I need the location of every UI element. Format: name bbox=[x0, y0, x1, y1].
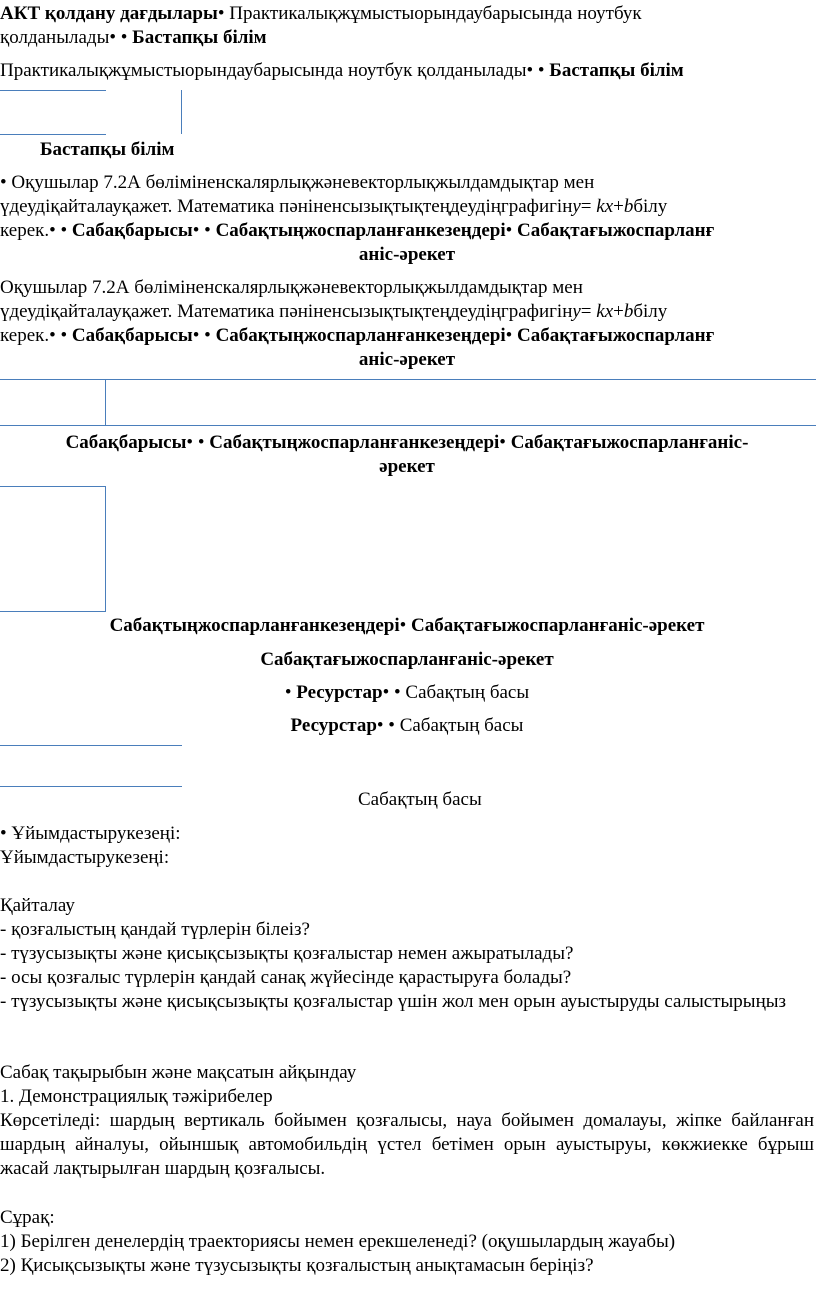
bullet: • bbox=[204, 220, 211, 241]
bullet: • bbox=[388, 715, 395, 736]
planned-activity-label-end: әрекет bbox=[379, 456, 435, 477]
formula-plus: + bbox=[613, 301, 624, 322]
ict-skills-heading: АКТ қолдану дағдылары bbox=[0, 3, 218, 24]
table-rule bbox=[0, 611, 106, 612]
bullet: • bbox=[505, 325, 513, 346]
objectives-line: білу bbox=[633, 196, 668, 217]
objectives-line: үдеудіқайталауқажет. Математика пәніненсызықтықтеңдеудіңграфигін bbox=[0, 196, 573, 217]
question-item: 1) Берілген денелердің траекториясы немен ерекшеленеді? (оқушылардың жауабы) bbox=[0, 1231, 676, 1252]
formula-kx: kx bbox=[596, 196, 614, 217]
planned-stages-label: Сабақтыңжоспарланғанкезеңдері bbox=[215, 325, 506, 346]
demo-description: Көрсетіледі: шардың вертикаль бойымен қозғалысы, науа бойымен домалауы, жіпке байланған шардың айналуы, ойыншық автомобильдің үстел бетімен орын ауыстыруы, көкжиекке бұрыш жасай лақтырылған шардың қозғалысы. bbox=[0, 1110, 814, 1179]
prior-knowledge-label: Бастапқы білім bbox=[549, 60, 684, 81]
bullet: • bbox=[197, 432, 205, 453]
bullet: • bbox=[49, 325, 56, 346]
resources-label: Ресурстар bbox=[290, 715, 377, 736]
objectives-line: үдеудіқайталауқажет. Математика пәніненсызықтықтеңдеудіңграфигін bbox=[0, 301, 573, 322]
resources-label: Ресурстар bbox=[296, 682, 383, 703]
table-rule bbox=[0, 745, 182, 746]
lesson-course-label: Сабақбарысы bbox=[71, 325, 193, 346]
table-rule bbox=[181, 90, 182, 134]
planned-stages-heading bbox=[0, 614, 814, 638]
lesson-start-heading bbox=[358, 788, 658, 812]
table-rule bbox=[105, 379, 106, 425]
resources-line bbox=[0, 681, 814, 705]
skills-paragraph-repeat bbox=[0, 59, 814, 83]
formula-eq: = bbox=[580, 196, 597, 217]
bullet: • bbox=[526, 60, 534, 81]
bullet: • bbox=[192, 325, 200, 346]
lesson-start-label: Сабақтың басы bbox=[405, 682, 530, 703]
formula-eq: = bbox=[580, 301, 597, 322]
objectives-paragraph bbox=[0, 171, 814, 267]
planned-activity-heading-text: Сабақтағыжоспарланғаніс-әрекет bbox=[260, 649, 554, 670]
bullet: • bbox=[499, 432, 506, 453]
prior-knowledge-heading bbox=[40, 138, 340, 162]
demo-item: 1. Демонстрациялық тәжірибелер bbox=[0, 1086, 273, 1107]
planned-stages-label: Сабақтыңжоспарланғанкезеңдері bbox=[109, 615, 400, 636]
org-stage-text: Ұйымдастырукезеңі: bbox=[0, 847, 170, 868]
bullet: • bbox=[186, 432, 194, 453]
question-item: 2) Қисықсызықты және түзусызықты қозғалыстың анықтамасын беріңіз? bbox=[0, 1255, 594, 1276]
table-rule bbox=[0, 425, 816, 426]
planned-activity-label: Сабақтағыжоспарланғаніс-әрекет bbox=[411, 615, 705, 636]
table-rule bbox=[0, 379, 816, 380]
question-block bbox=[0, 1206, 814, 1278]
practical-work-text: Практикалықжұмыстыорындаубарысында ноутбук bbox=[224, 3, 642, 24]
skills-paragraph bbox=[0, 2, 814, 50]
topic-title: Сабақ тақырыбын және мақсатын айқындау bbox=[0, 1062, 357, 1083]
formula-kx: kx bbox=[596, 301, 614, 322]
bullet: • bbox=[505, 220, 513, 241]
review-question: - түзусызықты және қисықсызықты қозғалыстар немен ажыратылады? bbox=[0, 943, 574, 964]
objectives-paragraph-repeat bbox=[0, 276, 814, 372]
lesson-course-heading bbox=[0, 431, 814, 479]
objectives-line: Оқушылар 7.2А бөліміненскалярлықжәневекторлықжылдамдықтар мен bbox=[0, 277, 583, 298]
prior-knowledge-label: Бастапқы білім bbox=[132, 27, 267, 48]
review-title: Қайталау bbox=[0, 895, 75, 916]
bullet: • bbox=[49, 220, 56, 241]
must-text: керек. bbox=[0, 220, 50, 241]
bullet: • bbox=[284, 682, 292, 703]
formula-plus: + bbox=[613, 196, 624, 217]
org-stage-block bbox=[0, 822, 814, 870]
table-rule bbox=[0, 486, 106, 487]
review-question: - қозғалыстың қандай түрлерін білеіз? bbox=[0, 919, 310, 940]
lesson-start-label: Сабақтың басы bbox=[399, 715, 524, 736]
planned-activity-label-end: аніс-әрекет bbox=[358, 349, 456, 370]
bullet: • bbox=[204, 325, 211, 346]
table-rule bbox=[0, 90, 106, 91]
table-rule bbox=[0, 134, 106, 135]
bullet: • bbox=[0, 172, 7, 193]
planned-stages-label: Сабақтыңжоспарланғанкезеңдері bbox=[215, 220, 506, 241]
planned-activity-label-end: аніс-әрекет bbox=[358, 244, 456, 265]
org-stage-text: Ұйымдастырукезеңі: bbox=[11, 823, 181, 844]
bullet: • bbox=[120, 27, 128, 48]
bullet: • bbox=[60, 325, 68, 346]
objectives-line: білу bbox=[633, 301, 668, 322]
lesson-course-label: Сабақбарысы bbox=[65, 432, 187, 453]
bullet: • bbox=[394, 682, 401, 703]
question-title: Сұрақ: bbox=[0, 1207, 55, 1228]
resources-line-repeat bbox=[0, 714, 814, 738]
bullet: • bbox=[217, 3, 225, 24]
table-rule bbox=[105, 486, 106, 611]
review-question: - түзусызықты және қисықсызықты қозғалыстар үшін жол мен орын ауыстыруды салыстырыңыз bbox=[0, 991, 787, 1012]
bullet: • bbox=[192, 220, 200, 241]
bullet: • bbox=[60, 220, 68, 241]
formula-y: y bbox=[572, 301, 581, 322]
planned-activity-label: Сабақтағыжоспарланғ bbox=[517, 220, 715, 241]
topic-block bbox=[0, 1061, 814, 1181]
lesson-course-label: Сабақбарысы bbox=[71, 220, 193, 241]
bullet: • bbox=[399, 615, 407, 636]
bullet: • bbox=[537, 60, 545, 81]
bullet: • bbox=[0, 823, 7, 844]
formula-b: b bbox=[623, 196, 634, 217]
bullet: • bbox=[109, 27, 116, 48]
bullet: • bbox=[382, 682, 390, 703]
prior-knowledge-heading-text: Бастапқы білім bbox=[40, 139, 175, 160]
objectives-line: Оқушылар 7.2А бөліміненскалярлықжәневекторлықжылдамдықтар мен bbox=[11, 172, 595, 193]
planned-activity-label: Сабақтағыжоспарланғаніс- bbox=[510, 432, 749, 453]
bullet: • bbox=[376, 715, 384, 736]
review-block bbox=[0, 894, 814, 1014]
table-rule bbox=[0, 786, 182, 787]
used-text: қолданылады bbox=[0, 27, 110, 48]
planned-activity-heading bbox=[0, 648, 814, 672]
review-question: - осы қозғалыс түрлерін қандай санақ жүйесінде қарастыруға болады? bbox=[0, 967, 572, 988]
formula-y: y bbox=[572, 196, 581, 217]
formula-b: b bbox=[623, 301, 634, 322]
planned-activity-label: Сабақтағыжоспарланғ bbox=[517, 325, 715, 346]
planned-stages-label: Сабақтыңжоспарланғанкезеңдері bbox=[209, 432, 500, 453]
lesson-start-text: Сабақтың басы bbox=[358, 789, 482, 810]
must-text: керек. bbox=[0, 325, 50, 346]
practical-work-text: Практикалықжұмыстыорындаубарысында ноутбук қолданылады bbox=[0, 60, 527, 81]
